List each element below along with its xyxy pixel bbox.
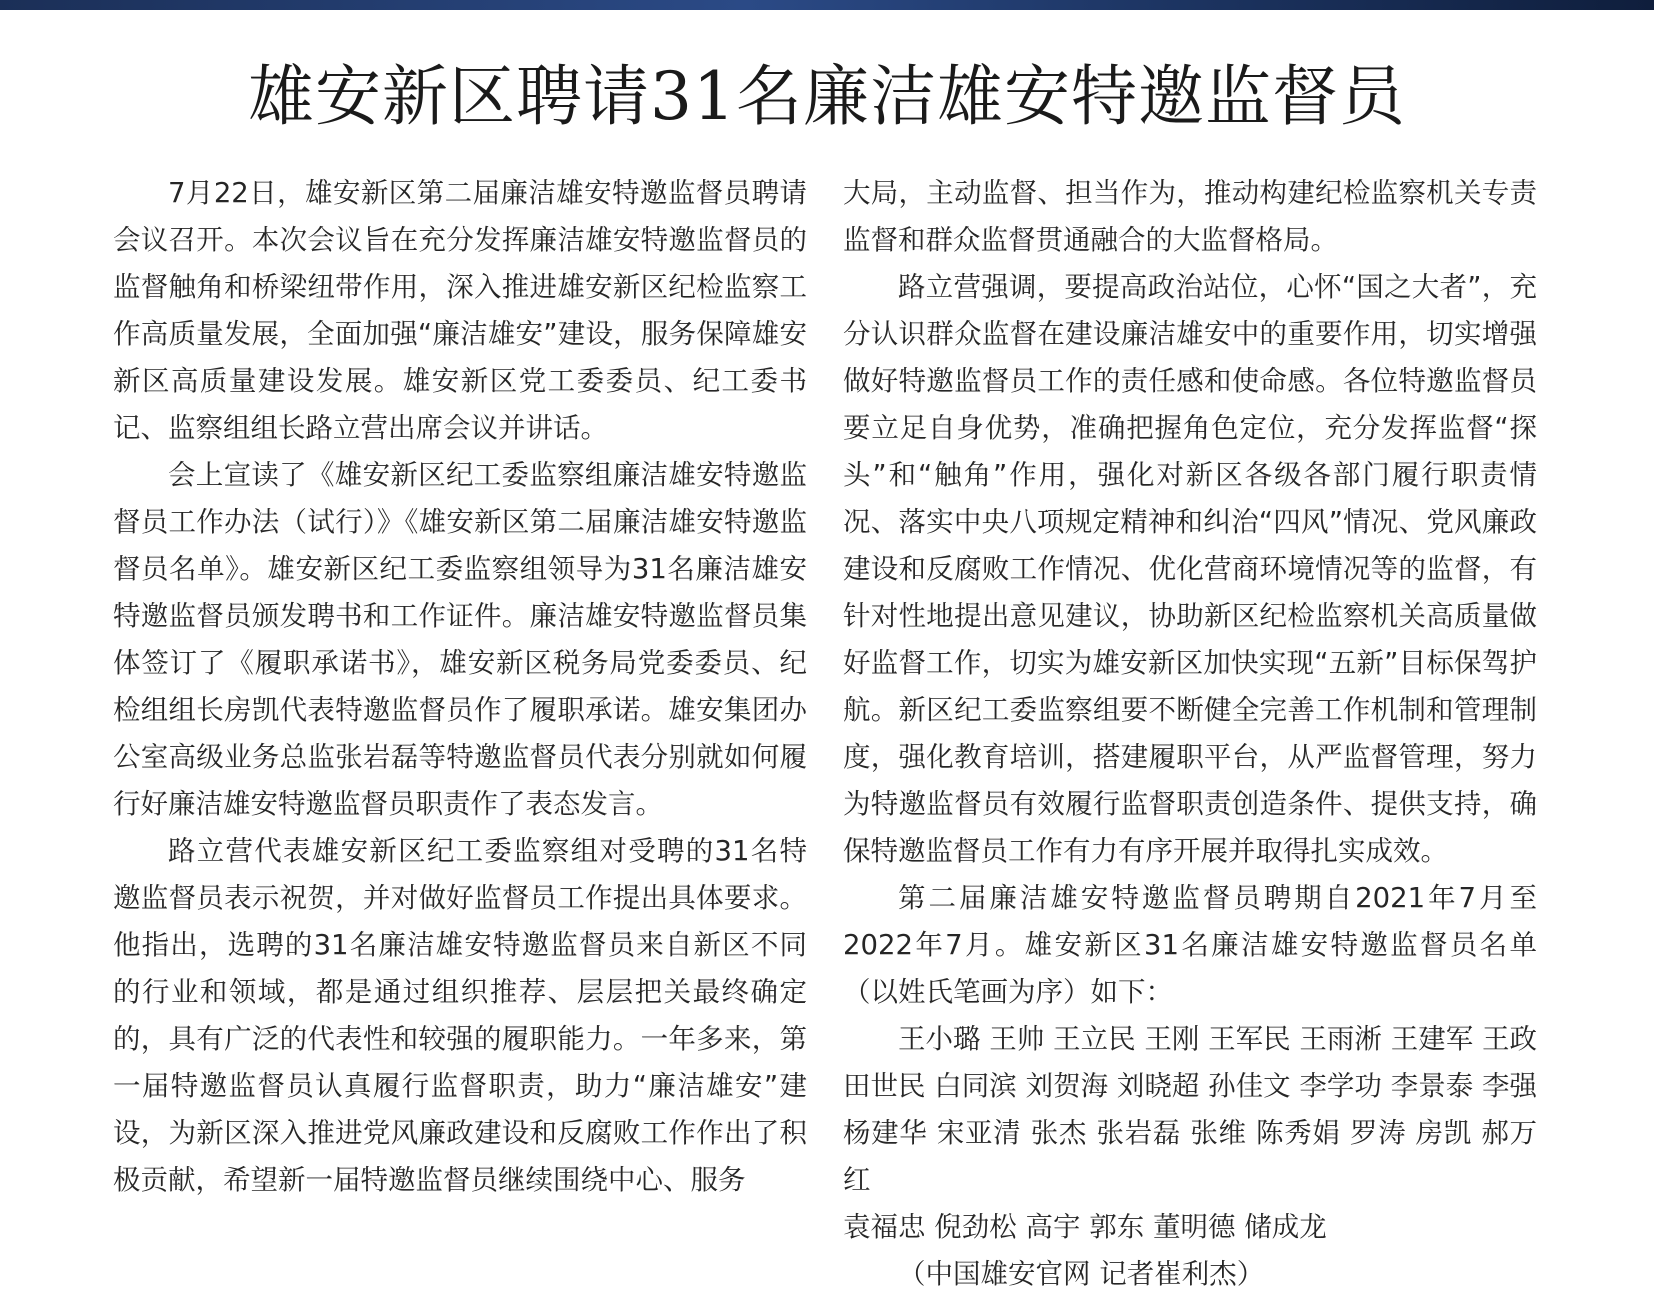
article-credit: （中国雄安官网 记者崔利杰） [898, 1258, 1265, 1290]
paragraph-meeting-intro: 7月22日，雄安新区第二届廉洁雄安特邀监督员聘请会议召开。本次会议旨在充分发挥廉洁雄安特邀监督员的监督触角和桥梁纽带作用，深入推进雄安新区纪检监察工作高质量发展，全面加强“廉洁雄安”建设，服务保障雄安新区高质量建设发展。雄安新区党工委委员、纪工委书记、监察组组长路立营出席会议并讲话。 [113, 177, 807, 444]
paragraph-meeting-proceedings: 会上宣读了《雄安新区纪工委监察组廉洁雄安特邀监督员工作办法（试行）》《雄安新区第二届廉洁雄安特邀监督员名单》。雄安新区纪工委监察组领导为31名廉洁雄安特邀监督员颁发聘书和工作证件。廉洁雄安特邀监督员集体签订了《履职承诺书》，雄安新区税务局党委委员、纪检组组长房凯代表特邀监督员作了履职承诺。雄安集团办公室高级业务总监张岩磊等特邀监督员代表分别就如何履行好廉洁雄安特邀监督员职责作了表态发言。 [113, 459, 807, 820]
paragraph-congratulations: 路立营代表雄安新区纪工委监察组对受聘的31名特邀监督员表示祝贺，并对做好监督员工作提出具体要求。他指出，选聘的31名廉洁雄安特邀监督员来自新区不同的行业和领域，都是通过组织推荐、层层把关最终确定的，具有广泛的代表性和较强的履职能力。一年多来，第一届特邀监督员认真履行监督职责，助力“廉洁雄安”建设，为新区深入推进党风廉政建设和反腐败工作作出了积极贡献，希望新一届特邀监督员继续围绕中心、服务 [113, 835, 807, 1196]
name-list-line: 袁福忠 倪劲松 高宇 郭东 董明德 储成龙 [843, 1211, 1327, 1243]
article-column-right [843, 170, 1537, 1298]
paragraph-requirements: 路立营强调，要提高政治站位，心怀“国之大者”，充分认识群众监督在建设廉洁雄安中的重要作用，切实增强做好特邀监督员工作的责任感和使命感。各位特邀监督员要立足自身优势，准确把握角色定位，充分发挥监督“探头”和“触角”作用，强化对新区各级各部门履行职责情况、落实中央八项规定精神和纠治“四风”情况、党风廉政建设和反腐败工作情况、优化营商环境情况等的监督，有针对性地提出意见建议，协助新区纪检监察机关高质量做好监督工作，切实为雄安新区加快实现“五新”目标保驾护航。新区纪工委监察组要不断健全完善工作机制和管理制度，强化教育培训，搭建履职平台，从严监督管理，努力为特邀监督员有效履行监督职责创造条件、提供支持，确保特邀监督员工作有力有序开展并取得扎实成效。 [843, 271, 1537, 867]
name-list-line: 杨建华 宋亚清 张杰 张岩磊 张维 陈秀娟 罗涛 房凯 郝万红 [843, 1117, 1537, 1196]
paragraph-term: 第二届廉洁雄安特邀监督员聘期自2021年7月至2022年7月。雄安新区31名廉洁雄安特邀监督员名单（以姓氏笔画为序）如下： [843, 882, 1537, 1008]
article-headline: 雄安新区聘请31名廉洁雄安特邀监督员 [248, 58, 1406, 135]
top-banner-bar [0, 0, 1654, 10]
supervisor-name-list [843, 1016, 1537, 1251]
name-list-line: 王小璐 王帅 王立民 王刚 王军民 王雨淅 王建军 王政 [898, 1023, 1537, 1055]
paragraph-continuation: 大局，主动监督、担当作为，推动构建纪检监察机关专责监督和群众监督贯通融合的大监督格局。 [843, 177, 1537, 256]
article-column-left [113, 170, 807, 1204]
name-list-line: 田世民 白同滨 刘贺海 刘晓超 孙佳文 李学功 李景泰 李强 [843, 1070, 1537, 1102]
